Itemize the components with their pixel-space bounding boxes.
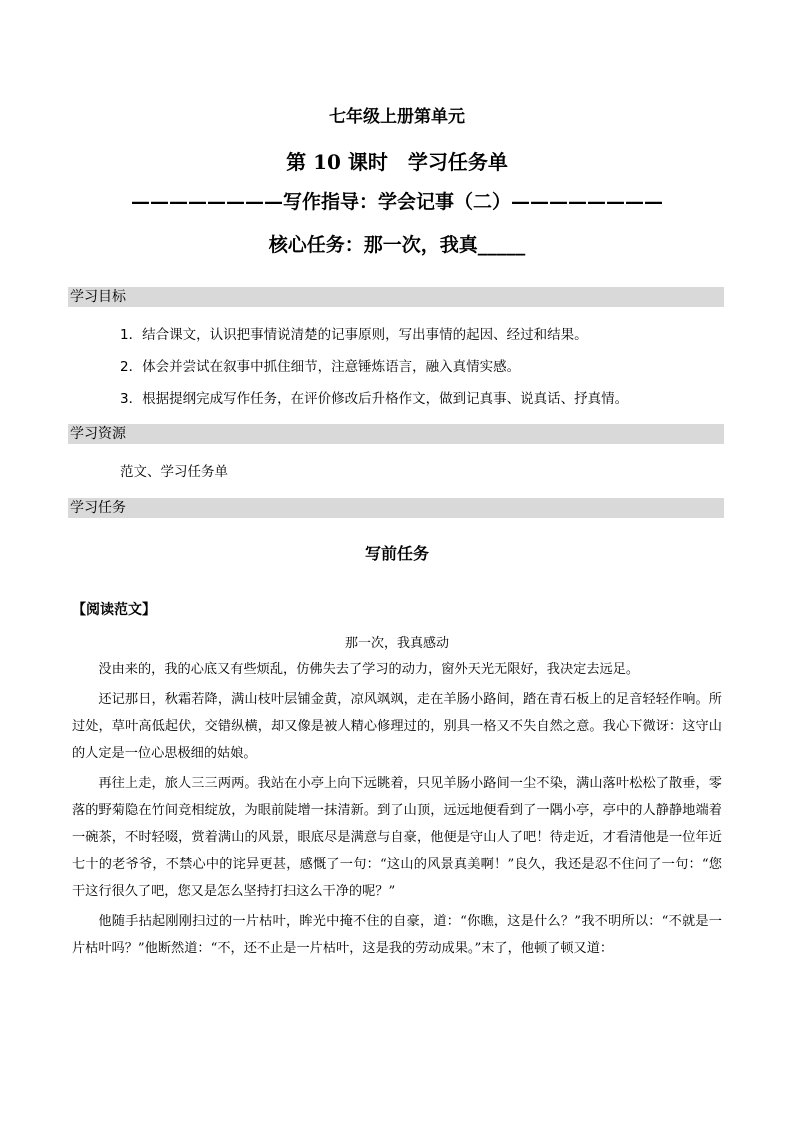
essay-paragraph: 再往上走，旅人三三两两。我站在小亭上向下远眺着，只见羊肠小路间一尘不染，满山落叶松松了散垂，零落的野菊隐在竹间竞相绽放，为眼前陡增一抹清新。到了山顶，远远地便看到了一隅小亭，亭中的人静静地端着一碗茶，不时轻啜，赏着满山的风景，眼底尽是满意与自豪，他便是守山人了吧！待走近，才看清他是一位年近七十的老爷爷，不禁心中的诧异更甚，感慨了一句：“这山的风景真美啊！”良久，我还是忍不住问了一句：“您干这行很久了吧，您又是怎么坚持打扫这么干净的呢？” — [72, 776, 722, 899]
resources-heading: 学习资源 — [68, 424, 724, 444]
writing-guide-subtitle: ————————写作指导：学会记事（二）———————— — [130, 191, 663, 213]
objective-item-1: 1．结合课文，认识把事情说清楚的记事原则，写出事情的起因、经过和结果。 — [120, 327, 588, 343]
objective-item-2: 2．体会并尝试在叙事中抓住细节，注意锤炼语言，融入真情实感。 — [120, 359, 521, 375]
essay-paragraph: 没由来的，我的心底又有些烦乱，仿佛失去了学习的动力，窗外天光无限好，我决定去远足。 — [98, 662, 640, 677]
sample-essay — [72, 656, 722, 965]
resources-text: 范文、学习任务单 — [120, 464, 228, 480]
objectives-heading: 学习目标 — [68, 287, 724, 307]
objective-item-3: 3．根据提纲完成写作任务，在评价修改后升格作文，做到记真事、说真话、抒真情。 — [120, 391, 629, 407]
reading-sample-heading: 【阅读范文】 — [72, 602, 156, 618]
lesson-title: 第 10 课时 学习任务单 — [286, 150, 508, 174]
essay-title: 那一次，我真感动 — [344, 636, 449, 651]
grade-unit-title: 七年级上册第单元 — [329, 107, 465, 127]
tasks-heading: 学习任务 — [68, 498, 724, 518]
essay-paragraph: 他随手拈起刚刚扫过的一片枯叶，眸光中掩不住的自豪，道：“你瞧，这是什么？”我不明所以：“不就是一片枯叶吗？”他断然道：“不，还不止是一片枯叶，这是我的劳动成果。”末了，他顿了顿又道： — [72, 914, 722, 956]
core-task-title: 核心任务：那一次，我真_____ — [268, 234, 526, 256]
essay-paragraph: 还记那日，秋霜若降，满山枝叶层铺金黄，凉风飒飒，走在羊肠小路间，踏在青石板上的足音轻轻作响。所过处，草叶高低起伏，交错纵横，却又像是被人精心修理过的，别具一格又不失自然之意。我心下微讶：这守山的人定是一位心思极细的姑娘。 — [72, 692, 722, 761]
pre-writing-task-title: 写前任务 — [364, 544, 429, 563]
